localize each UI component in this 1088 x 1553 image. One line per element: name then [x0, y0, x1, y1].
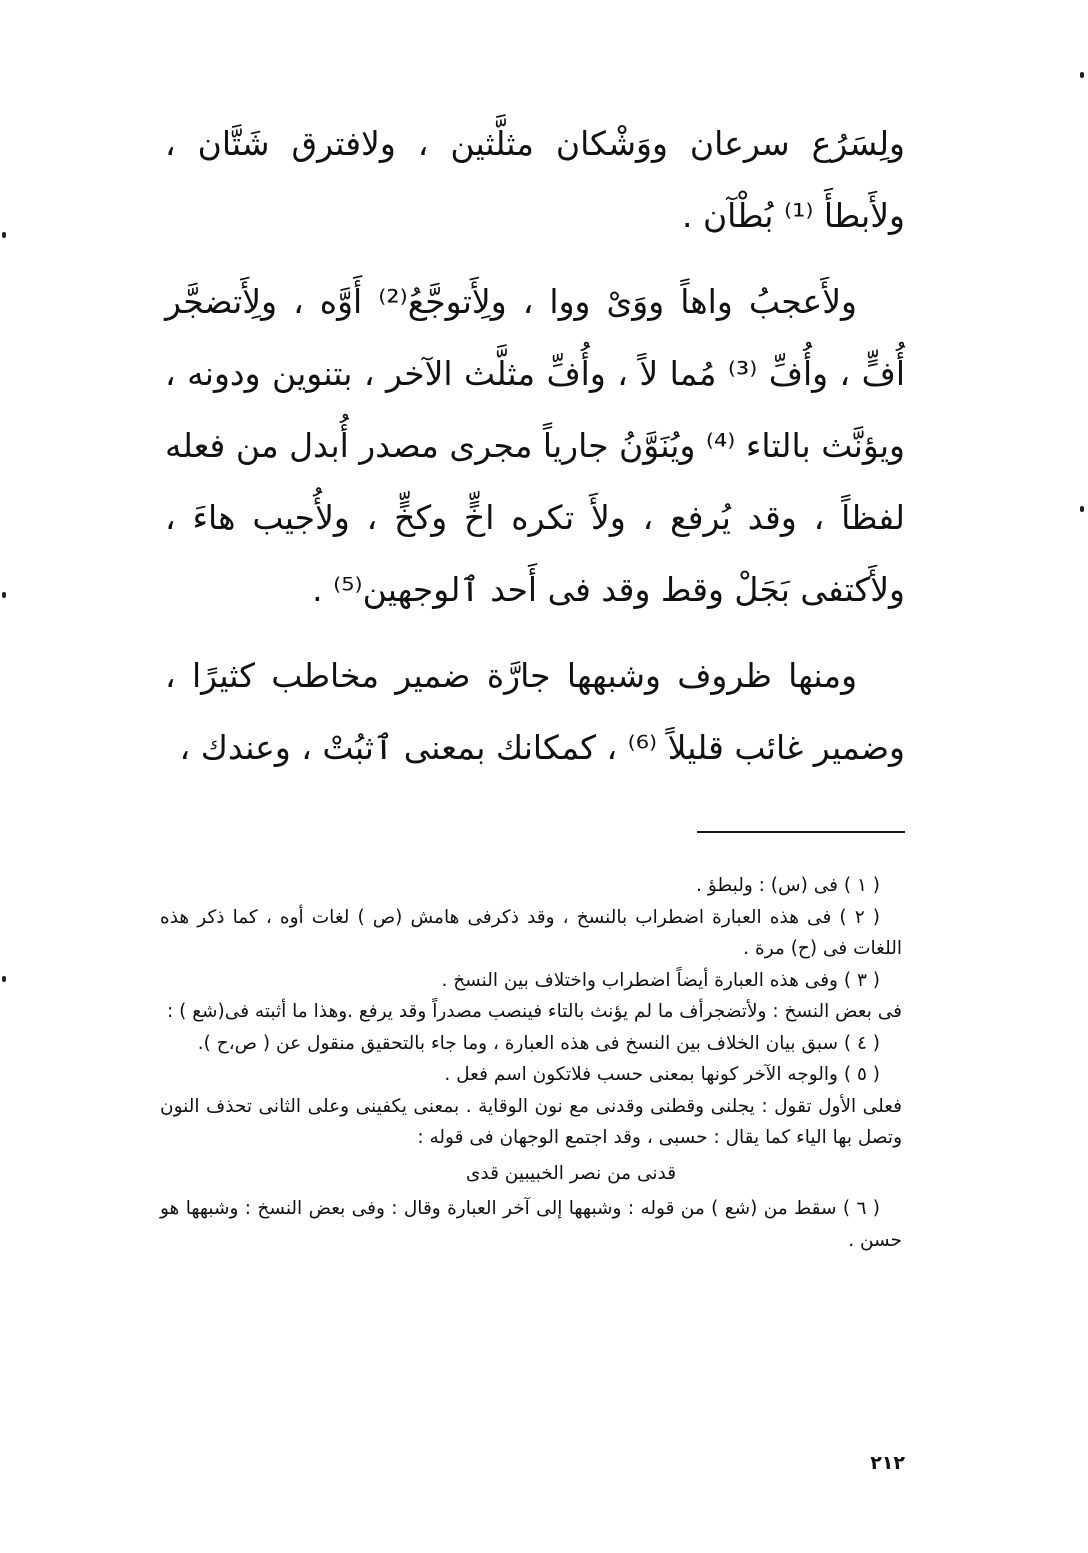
main-paragraph-2: ولأَعجبُ واهاً ووَىْ ووا ، ولِأَتوجَّعُ⁽²⁾ أَوَّه ، ولِأَتضجَّر أُفٍّ ، وأُفِّ ⁽³⁾ مُما لاً ، وأُفِّ مثلَّث الآخر ، بتنوين ودونه ، ويؤنَّث بالتاء ⁽⁴⁾ ويُنَوَّنُ جارياً مجرى مصدر أُبدل من فعله لفظاً ، وقد يُرفع ، ولأَ تكره اخٍّ وكخٍّ ، ولأُجيب هاءَ ، ولأَكتفى بَجَلْ وقط وقد فى أَحد ٱلوجهين⁽⁵⁾ .: [165, 282, 905, 609]
page-number: ٢١٢: [870, 1452, 905, 1474]
main-paragraph-3: ومنها ظروف وشبهها جارَّة ضمير مخاطب كثيرًا ، وضمير غائب قليلاً ⁽⁶⁾ ، كمكانك بمعنى ٱثبُتْ ، وعندك ،: [165, 656, 905, 767]
footnotes-section: [160, 870, 902, 1256]
scan-speck: [2, 976, 6, 982]
main-text-body: [165, 108, 905, 798]
scan-speck: [2, 592, 6, 598]
footnote-6: ( ٦ ) سقط من (شع ) من قوله : وشبهها إلى آخر العبارة وقال : وفى بعض النسخ : وشبهها هو حسن .: [160, 1198, 902, 1251]
footnote-2: ( ٢ ) فى هذه العبارة اضطراب بالنسخ ، وقد ذكرفى هامش (ص ) لغات أوه ، كما ذكر هذه اللغات فى (ح) مرة .: [160, 906, 902, 959]
footnote-3-continuation: فى بعض النسخ : ولأتضجرأف ما لم يؤنث بالتاء فينصب مصدراً وقد يرفع .وهذا ما أثبته فى(شع ) :: [167, 1001, 902, 1022]
footnote-5-verse: قدنى من نصر الخبيبين قدى: [465, 1162, 677, 1184]
scan-speck: [1080, 506, 1084, 512]
main-paragraph-1: ولِسَرُع سرعان ووَشْكان مثلَّثين ، ولافترق شَتَّان ، ولأَبطأَ ⁽¹⁾ بُطْآن .: [165, 124, 905, 235]
scan-speck: [2, 232, 6, 238]
footnote-4: ( ٤ ) سبق بيان الخلاف بين النسخ فى هذه العبارة ، وما جاء بالتحقيق منقول عن ( ص،ح ).: [197, 1032, 880, 1054]
footnote-5: ( ٥ ) والوجه الآخر كونها بمعنى حسب فلاتكون اسم فعل .: [444, 1064, 880, 1085]
footnote-1: ( ١ ) فى (س) : ولبطؤ .: [696, 875, 880, 896]
footnote-separator-rule: [697, 831, 905, 833]
scan-speck: [1080, 72, 1084, 78]
footnote-3: ( ٣ ) وفى هذه العبارة أيضاً اضطراب واختلاف بين النسخ .: [441, 969, 880, 991]
footnote-5-continuation: فعلى الأول تقول : يجلنى وقطنى وقدنى مع نون الوقاية . بمعنى يكفينى وعلى الثانى تحذف النون وتصل بها الياء كما يقال : حسبى ، وقد اجتمع الوجهان فى قوله :: [160, 1095, 902, 1148]
